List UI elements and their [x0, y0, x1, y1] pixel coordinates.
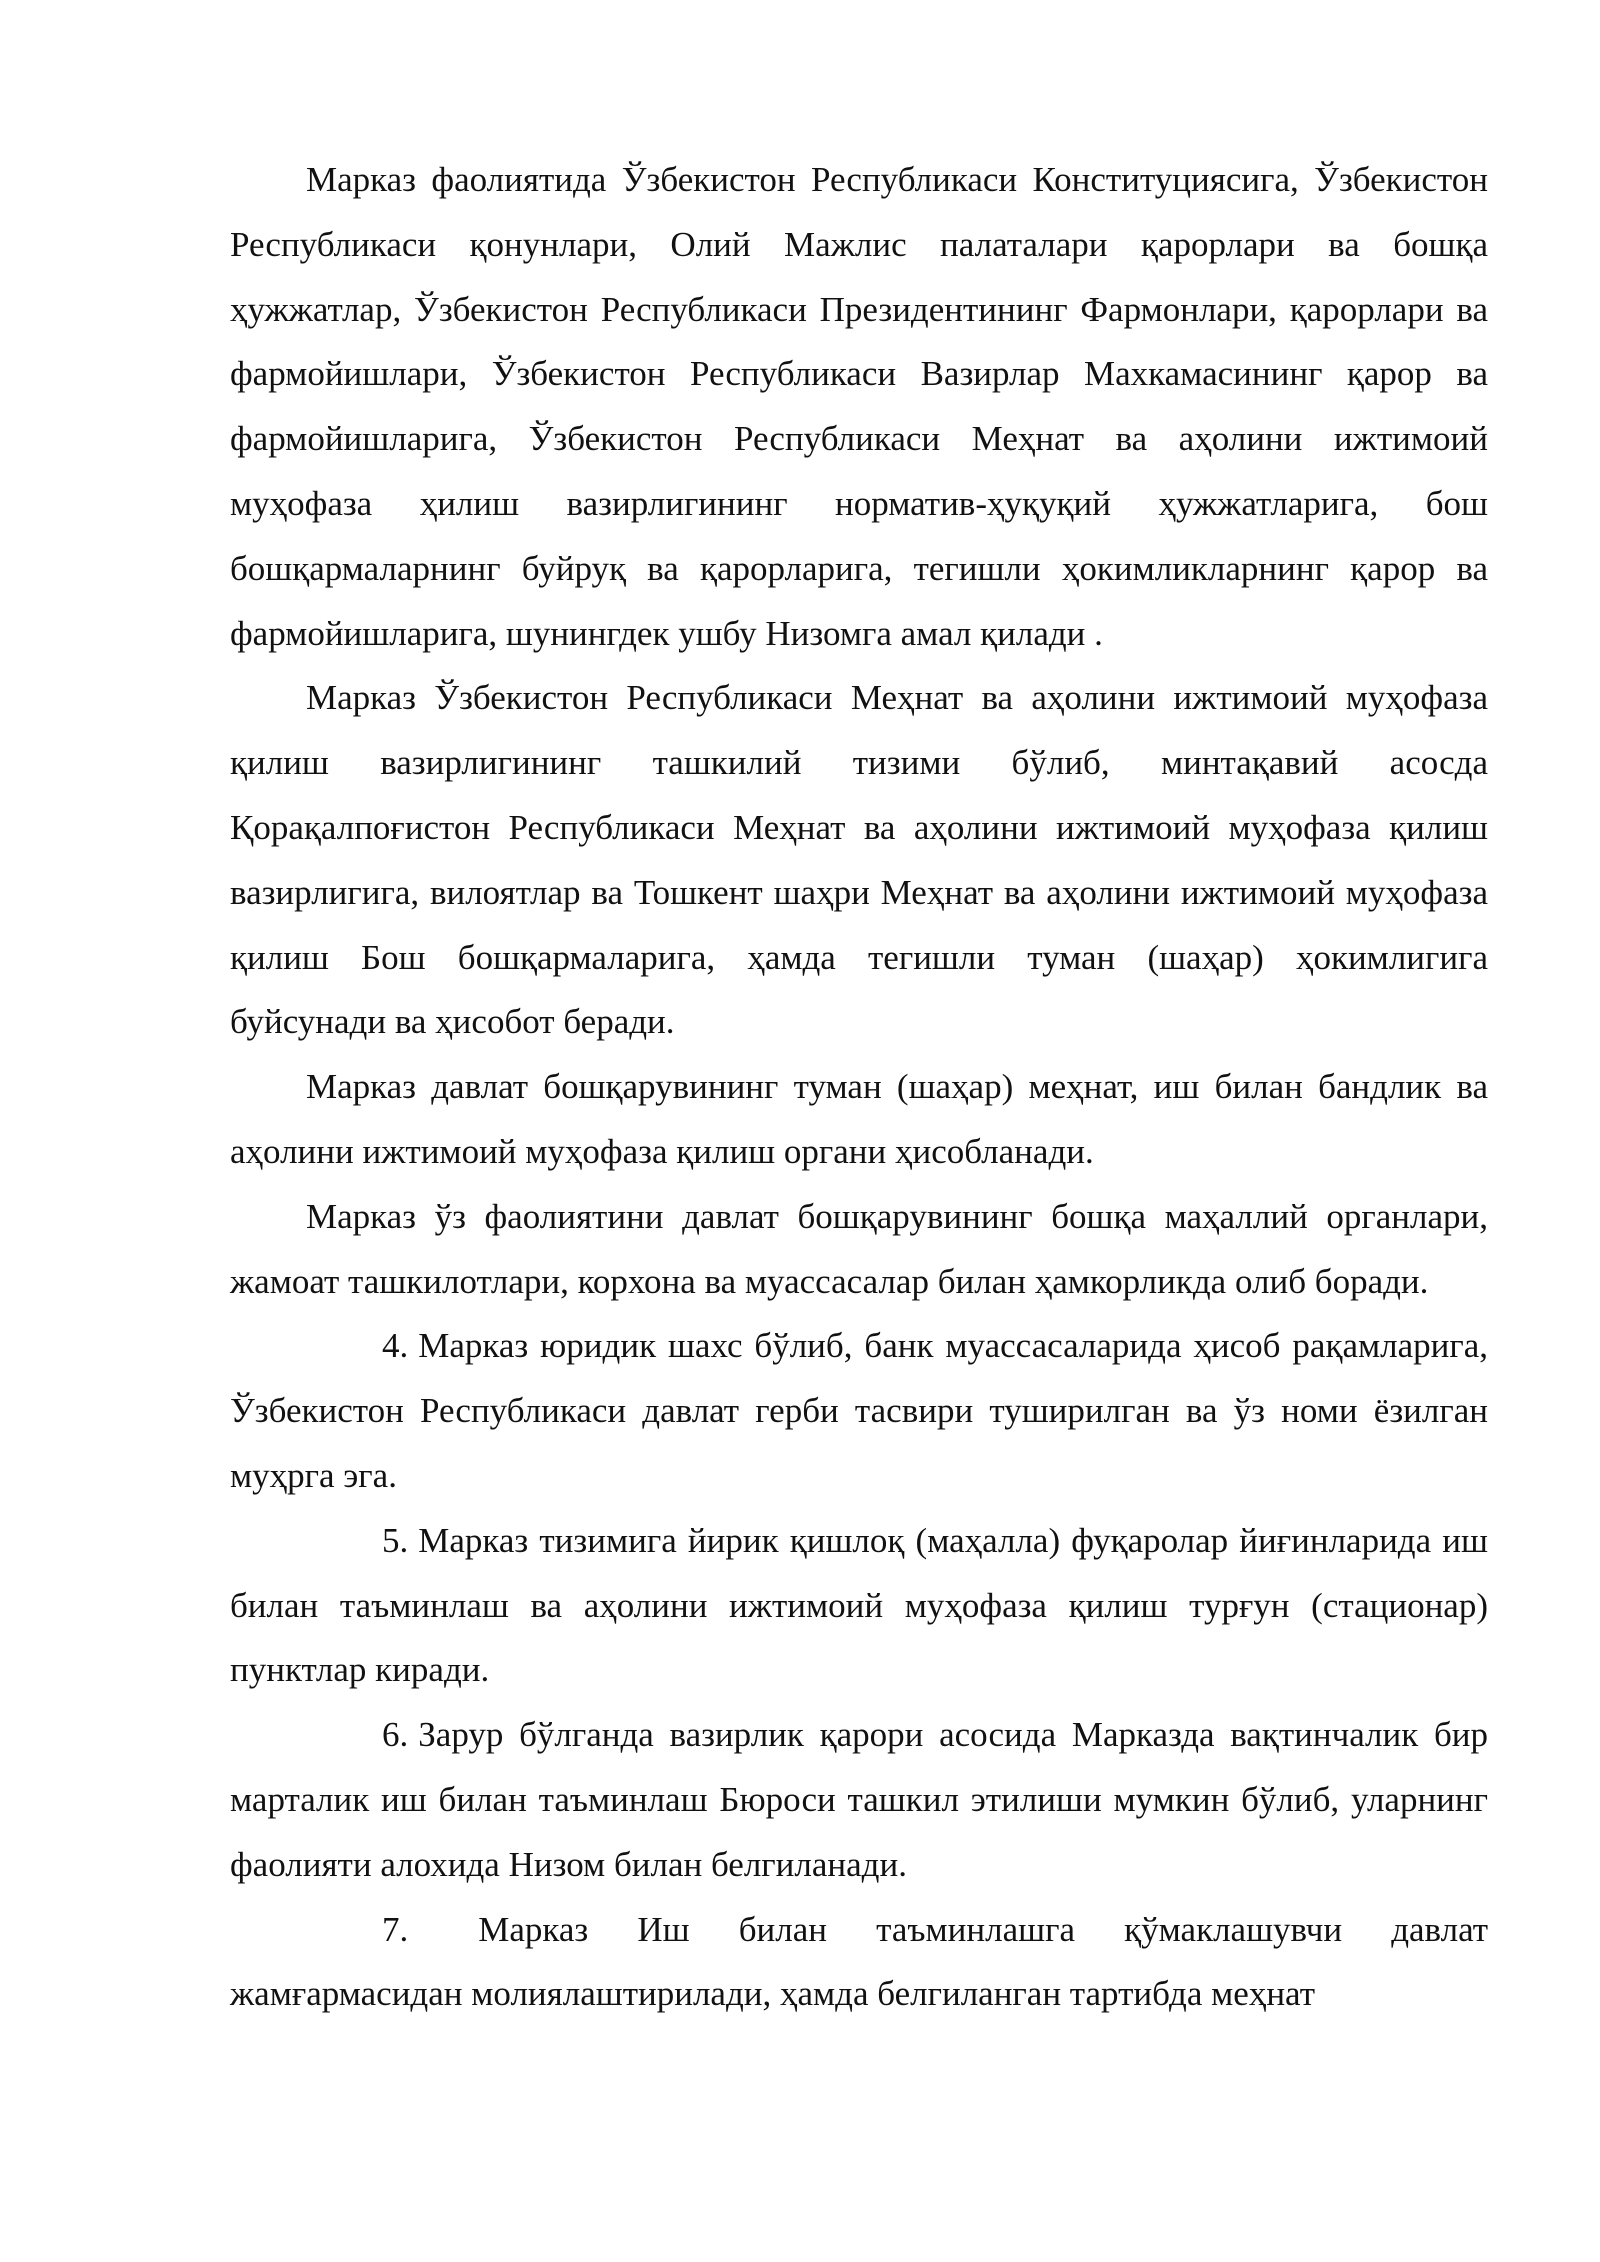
paragraph-status [230, 1055, 1488, 1185]
paragraph-item-5 [230, 1509, 1488, 1703]
paragraph-text: Зарур бўлганда вазирлик қарори асосида Марказда вақтинчалик бир марталик иш билан таъминлаш Бюроси ташкил этилиши мумкин бўлиб, уларнинг фаолияти алохида Низом билан белгиланади. [230, 1715, 1488, 1884]
paragraph-text: Марказ юридик шахс бўлиб, банк муассасаларида ҳисоб рақамларига, Ўзбекистон Республикаси давлат герби тасвири туширилган ва ўз номи ёзилган муҳрга эга. [230, 1326, 1488, 1495]
paragraph-number: 5. [382, 1520, 409, 1560]
paragraph-number: 7. [382, 1909, 409, 1949]
document-page [230, 148, 1488, 2027]
paragraph-text: Марказ тизимига йирик қишлоқ (маҳалла) фуқаролар йиғинларида иш билан таъминлаш ва аҳолини ижтимоий муҳофаза қилиш турғун (стационар) пунктлар киради. [230, 1520, 1488, 1690]
paragraph-subordination [230, 666, 1488, 1055]
paragraph-text: Марказ Иш билан таъминлашга қўмаклашувчи давлат жамғармасидан молиялаштирилади, ҳамда белгиланган тартибда меҳнат [230, 1909, 1488, 2014]
paragraph-item-7 [230, 1898, 1488, 2028]
paragraph-item-6 [230, 1703, 1488, 1897]
paragraph-legal-basis [230, 148, 1488, 666]
paragraph-text: Марказ фаолиятида Ўзбекистон Республикаси Конституциясига, Ўзбекистон Республикаси қонунлари, Олий Мажлис палаталари қарорлари ва бошқа ҳужжатлар, Ўзбекистон Республикаси Президентининг Фармонлари, қарорлари ва фармойишлари, Ўзбекистон Республикаси Вазирлар Махкамасининг қарор ва фармойишларига, Ўзбекистон Республикаси Меҳнат ва аҳолини ижтимоий муҳофаза ҳилиш вазирлигининг норматив-ҳуқуқий ҳужжатларига, бош бошқармаларнинг буйруқ ва қарорларига, тегишли ҳокимликларнинг қарор ва фармойишларига, шунингдек ушбу Низомга амал қилади . [230, 160, 1488, 653]
paragraph-cooperation [230, 1185, 1488, 1315]
paragraph-item-4 [230, 1314, 1488, 1508]
paragraph-number: 4. [382, 1326, 409, 1366]
paragraph-text: Марказ Ўзбекистон Республикаси Меҳнат ва аҳолини ижтимоий муҳофаза қилиш вазирлигининг ташкилий тизими бўлиб, минтақавий асосда Қорақалпоғистон Республикаси Меҳнат ва аҳолини ижтимоий муҳофаза қилиш вазирлигига, вилоятлар ва Тошкент шаҳри Меҳнат ва аҳолини ижтимоий муҳофаза қилиш Бош бошқармаларига, ҳамда тегишли туман (шаҳар) ҳокимлигига буйсунади ва ҳисобот беради. [230, 678, 1488, 1042]
paragraph-text: Марказ ўз фаолиятини давлат бошқарувининг бошқа маҳаллий органлари, жамоат ташкилотлари, корхона ва муассасалар билан ҳамкорликда олиб боради. [230, 1196, 1488, 1301]
paragraph-text: Марказ давлат бошқарувининг туман (шаҳар) меҳнат, иш билан бандлик ва аҳолини ижтимоий муҳофаза қилиш органи ҳисобланади. [230, 1067, 1488, 1171]
paragraph-number: 6. [382, 1715, 409, 1755]
